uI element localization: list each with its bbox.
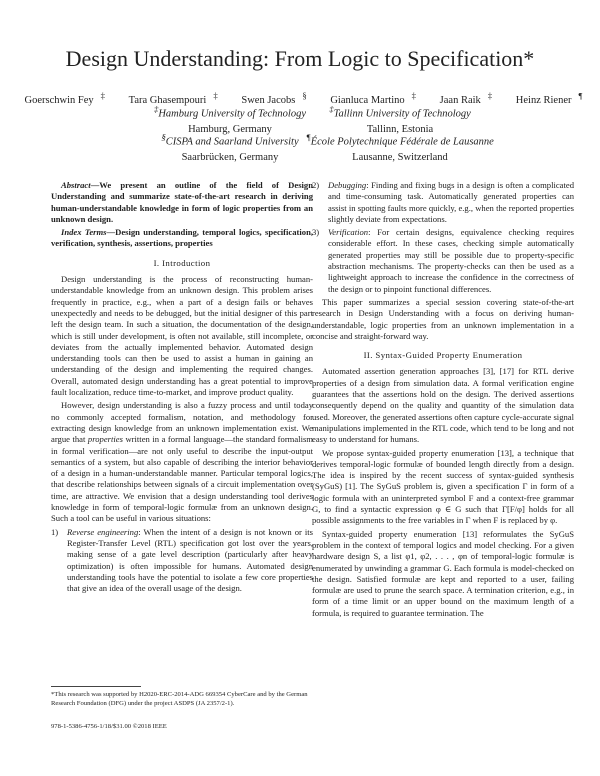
affiliation: ¶École Polytechnique Fédérale de Lausanne Lausanne, Switzerland (306, 132, 494, 163)
paragraph: Syntax-guided property enumeration [13] reformulates the SyGuS problem in the context of temporal logics and model checking. For a given hardware design S, a list φ1, φ2, . . . , φn of temporal-logic formulæ is enumerated by unwinding a grammar G. Each formula is model-checked on the design. Satisfied formulæ are kept and reported to a user, failing formulæ are used to prune the search space. A termination criterion, e.g., in form of a time limit or an upper bound on the maximum length of a formula, is required to guarantee termination. The (312, 528, 574, 618)
author: Jaan Raik ‡ (439, 90, 493, 106)
paragraph: We propose syntax-guided property enumeration [13], a technique that derives temporal-logic formulæ of bounded length directly from a design. The idea is inspired by the recent success of syntax-guided synthesis (SyGuS) [1]. The SyGuS problem is, given a specification Γ in form of a logic formula with an uninterpreted symbol F and a context-free grammar G, to find a syntactic expression φ ∈ G such that Γ[F/φ] holds for all possible assignments to the free variables in Γ when F is replaced by φ. (312, 447, 574, 526)
footnote: *This research was supported by H2020-ERC-2014-ADG 669354 CyberCare and by the German Research Foundation (DFG) under the project ASDPS (JA 2357/2-1). (51, 686, 313, 708)
paragraph: This paper summarizes a special session covering state-of-the-art research in Design Understanding with a focus on deriving human-understandable, logic properties from an unknown implementation in a concise and straight-forward way. (312, 296, 574, 341)
affiliation: ‡Tallinn University of Technology Tallinn, Estonia (329, 104, 471, 135)
section-heading: II. Syntax-Guided Property Enumeration (363, 350, 523, 361)
author: Goerschwin Fey ‡ (24, 90, 106, 106)
paragraph: Automated assertion generation approaches [3], [17] for RTL derive properties of a design from simulation data. A formal verification engine guarantees that the assertions hold on the design. The derived assertions consequently depend on the quality and quantity of the simulation data used. Moreover, the generated assertions often capture cycle-accurate signal manipulations implemented in the RTL code, which tend to be long and not easy to understand for humans. (312, 366, 574, 445)
list-item: 3) Verification: For certain designs, equivalence checking requires considerable effort. In these cases, checking simple automatically generated properties may still be possible due to property-specific abstraction mechanisms. The property-checks can then be used as a lightweight approach to increase the confidence in the correctness of the design or to pinpoint functional differences. (312, 227, 574, 294)
author: Tara Ghasempouri ‡ (128, 90, 218, 106)
copyright-line: 978-1-5386-4756-1/18/$31.00 ©2018 IEEE (51, 723, 167, 730)
list-item: 1) Reverse engineering: When the intent of a design is not known or its Register-Transfer Level (RTL) specification got lost over the years, making sense of a gate level description (particularly after heavy optimization) is often impossible for humans. Automated design understanding tools have the potential to isolate a few core properties that give an idea of the overall usage of the design. (51, 526, 313, 594)
list-item: 2) Debugging: Finding and fixing bugs in a design is often a complicated and time-consuming task. Automatically generated properties can assist in spotting faults more quickly, e.g., when the reported properties slightly deviate from expectations. (312, 180, 574, 224)
right-column (312, 180, 574, 621)
abstract: Abstract—We present an outline of the field of Design Understanding and summarize state-of-the-art research in deriving human-understandable knowledge in form of logic properties from an unknown design. (51, 180, 313, 224)
author: Heinz Riener ¶ (515, 90, 583, 106)
affiliation: ‡Hamburg University of Technology Hamburg, Germany (153, 104, 307, 135)
footnote-rule (51, 686, 141, 687)
author: Swen Jacobs § (241, 90, 307, 106)
index-terms: Index Terms—Design understanding, temporal logics, specification, verification, synthesis, assertions, properties (51, 227, 314, 249)
paragraph: Design understanding is the process of reconstructing human-understandable knowledge from an unknown design. This problem arises frequently in practice, e.g., when a part of a design fails or behaves unexpectedly and needs to be debugged, but the initial designer of this part left the design team. In such a situation, the documentation of the design, which is still under development, is often not available, still incomplete, or deviates from the actually implemented behavior. Automated design understanding tools can then be used to assist a human in gaining an understanding of the design and implementing the required changes. Overall, automated design understanding has a great potential to improve fault localization, reduce time-to-market, and improve product quality. (51, 274, 313, 398)
left-column (51, 180, 313, 596)
paper-title: Design Understanding: From Logic to Specification* (65, 46, 535, 71)
affiliation: §CISPA and Saarland University Saarbrücken, Germany (161, 132, 299, 163)
section-heading: I. Introduction (153, 257, 211, 268)
paragraph: However, design understanding is also a fuzzy process and until today no commonly accepted formalism, notation, and methodology for extracting design knowledge from an unknown implementation exist. We argue that properties written in a formal language—the standard formalism in formal verification—are not only useful to describe the input-output semantics of a system, but also capable of describing the interior behavior of a design in a human-understandable manner. Particular temporal logics, that describe relationships between signals of a circuit implementation over time, are attractive. We envision that a design understanding tool derives knowledge in form of temporal-logic formulæ from an unknown design. Such a tool can be useful in various situations: (51, 400, 313, 524)
author: Gianluca Martino ‡ (330, 90, 417, 106)
